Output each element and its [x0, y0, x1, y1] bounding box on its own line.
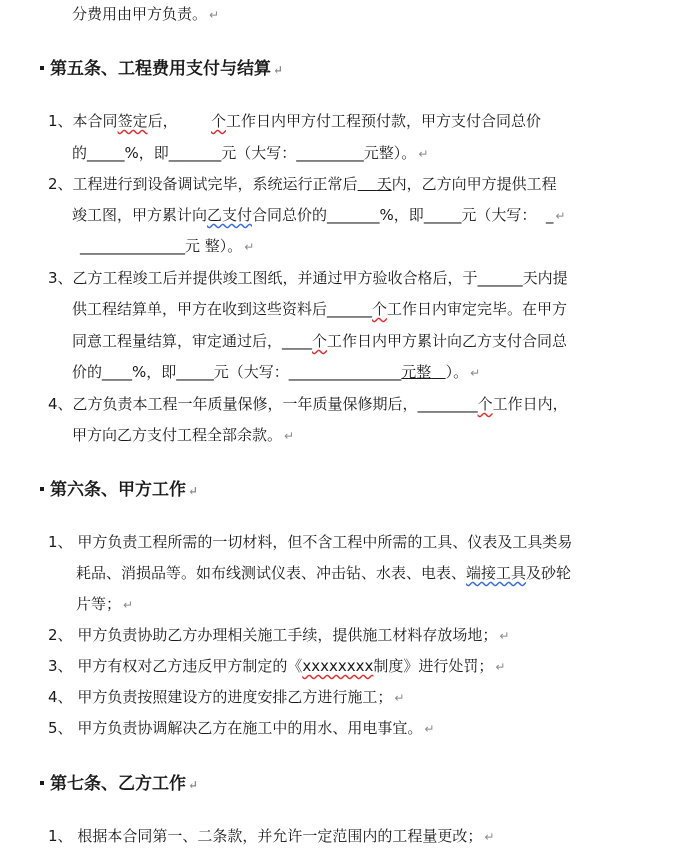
paragraph-mark-icon: ↵ — [418, 147, 429, 161]
paragraph-mark-icon: ↵ — [499, 629, 510, 643]
text-line: 供工程结算单，甲方在收到这些资料后______个工作日内审定完毕。在甲方 — [72, 300, 568, 318]
paragraph-mark-icon: ↵ — [555, 209, 566, 223]
paragraph-mark-icon: ↵ — [273, 63, 284, 77]
paragraph-mark-icon: ↵ — [209, 8, 220, 22]
text-line: 片等； ↵ — [76, 595, 134, 613]
bullet-icon — [40, 66, 44, 70]
section-heading: 第五条、工程费用支付与结算 ↵ — [40, 58, 283, 81]
list-item: 4、 甲方负责按照建设方的进度安排乙方进行施工； ↵ — [48, 688, 405, 706]
paragraph-mark-icon: ↵ — [470, 366, 481, 380]
section-heading: 第六条、甲方工作 ↵ — [40, 479, 198, 502]
paragraph-mark-icon: ↵ — [394, 691, 405, 705]
list-item: 4、乙方负责本工程一年质量保修，一年质量保修期后，________个工作日内， — [48, 395, 568, 413]
section-heading: 第七条、乙方工作 ↵ — [40, 773, 198, 796]
list-item: 5、 甲方负责协调解决乙方在施工中的用水、用电事宜。 ↵ — [48, 719, 435, 737]
list-item: 1、 根据本合同第一、二条款，并允许一定范围内的工程量更改； ↵ — [48, 827, 495, 845]
paragraph-mark-icon: ↵ — [244, 240, 255, 254]
bullet-icon — [40, 487, 44, 491]
paragraph-mark-icon: ↵ — [495, 660, 506, 674]
bullet-icon — [40, 781, 44, 785]
text-line: 耗品、消损品等。如布线测试仪表、冲击钻、水表、电表、端接工具及砂轮 — [76, 564, 572, 582]
text-line: 分费用由甲方负责。 ↵ — [72, 5, 220, 23]
list-item: 2、 甲方负责协助乙方办理相关施工手续，提供施工材料存放场地； ↵ — [48, 626, 510, 644]
text-line: ______________元 整）。 ↵ — [80, 237, 255, 255]
text-line: 竣工图，甲方累计向乙支付合同总价的_______%，即_____元（大写： _ ↵ — [72, 206, 566, 224]
paragraph-mark-icon: ↵ — [188, 484, 199, 498]
text-line: 甲方向乙方支付工程全部余款。 ↵ — [72, 426, 295, 444]
paragraph-mark-icon: ↵ — [424, 722, 435, 736]
text-line: 价的____%，即_____元（大写：_______________元整 ）。 ↵ — [72, 363, 481, 381]
list-item: 2、工程进行到设备调试完毕，系统运行正常后 天内，乙方向甲方提供工程 — [48, 175, 557, 193]
list-item: 1、 甲方负责工程所需的一切材料，但不含工程中所需的工具、仪表及工具类易 — [48, 533, 573, 551]
list-item: 3、乙方工程竣工后并提供竣工图纸，并通过甲方验收合格后，于______天内提 — [48, 269, 568, 287]
list-item: 3、 甲方有权对乙方违反甲方制定的《xxxxxxxx制度》进行处罚； ↵ — [48, 657, 506, 675]
text-line: 同意工程量结算，审定通过后，____个工作日内甲方累计向乙方支付合同总 — [72, 332, 568, 350]
list-item: 1、本合同签定后， 个工作日内甲方付工程预付款，甲方支付合同总价 — [48, 112, 542, 130]
paragraph-mark-icon: ↵ — [484, 830, 495, 844]
paragraph-mark-icon: ↵ — [123, 598, 134, 612]
text-line: 的_____%，即_______元（大写：_________元整）。 ↵ — [72, 144, 429, 162]
paragraph-mark-icon: ↵ — [188, 778, 199, 792]
paragraph-mark-icon: ↵ — [284, 429, 295, 443]
